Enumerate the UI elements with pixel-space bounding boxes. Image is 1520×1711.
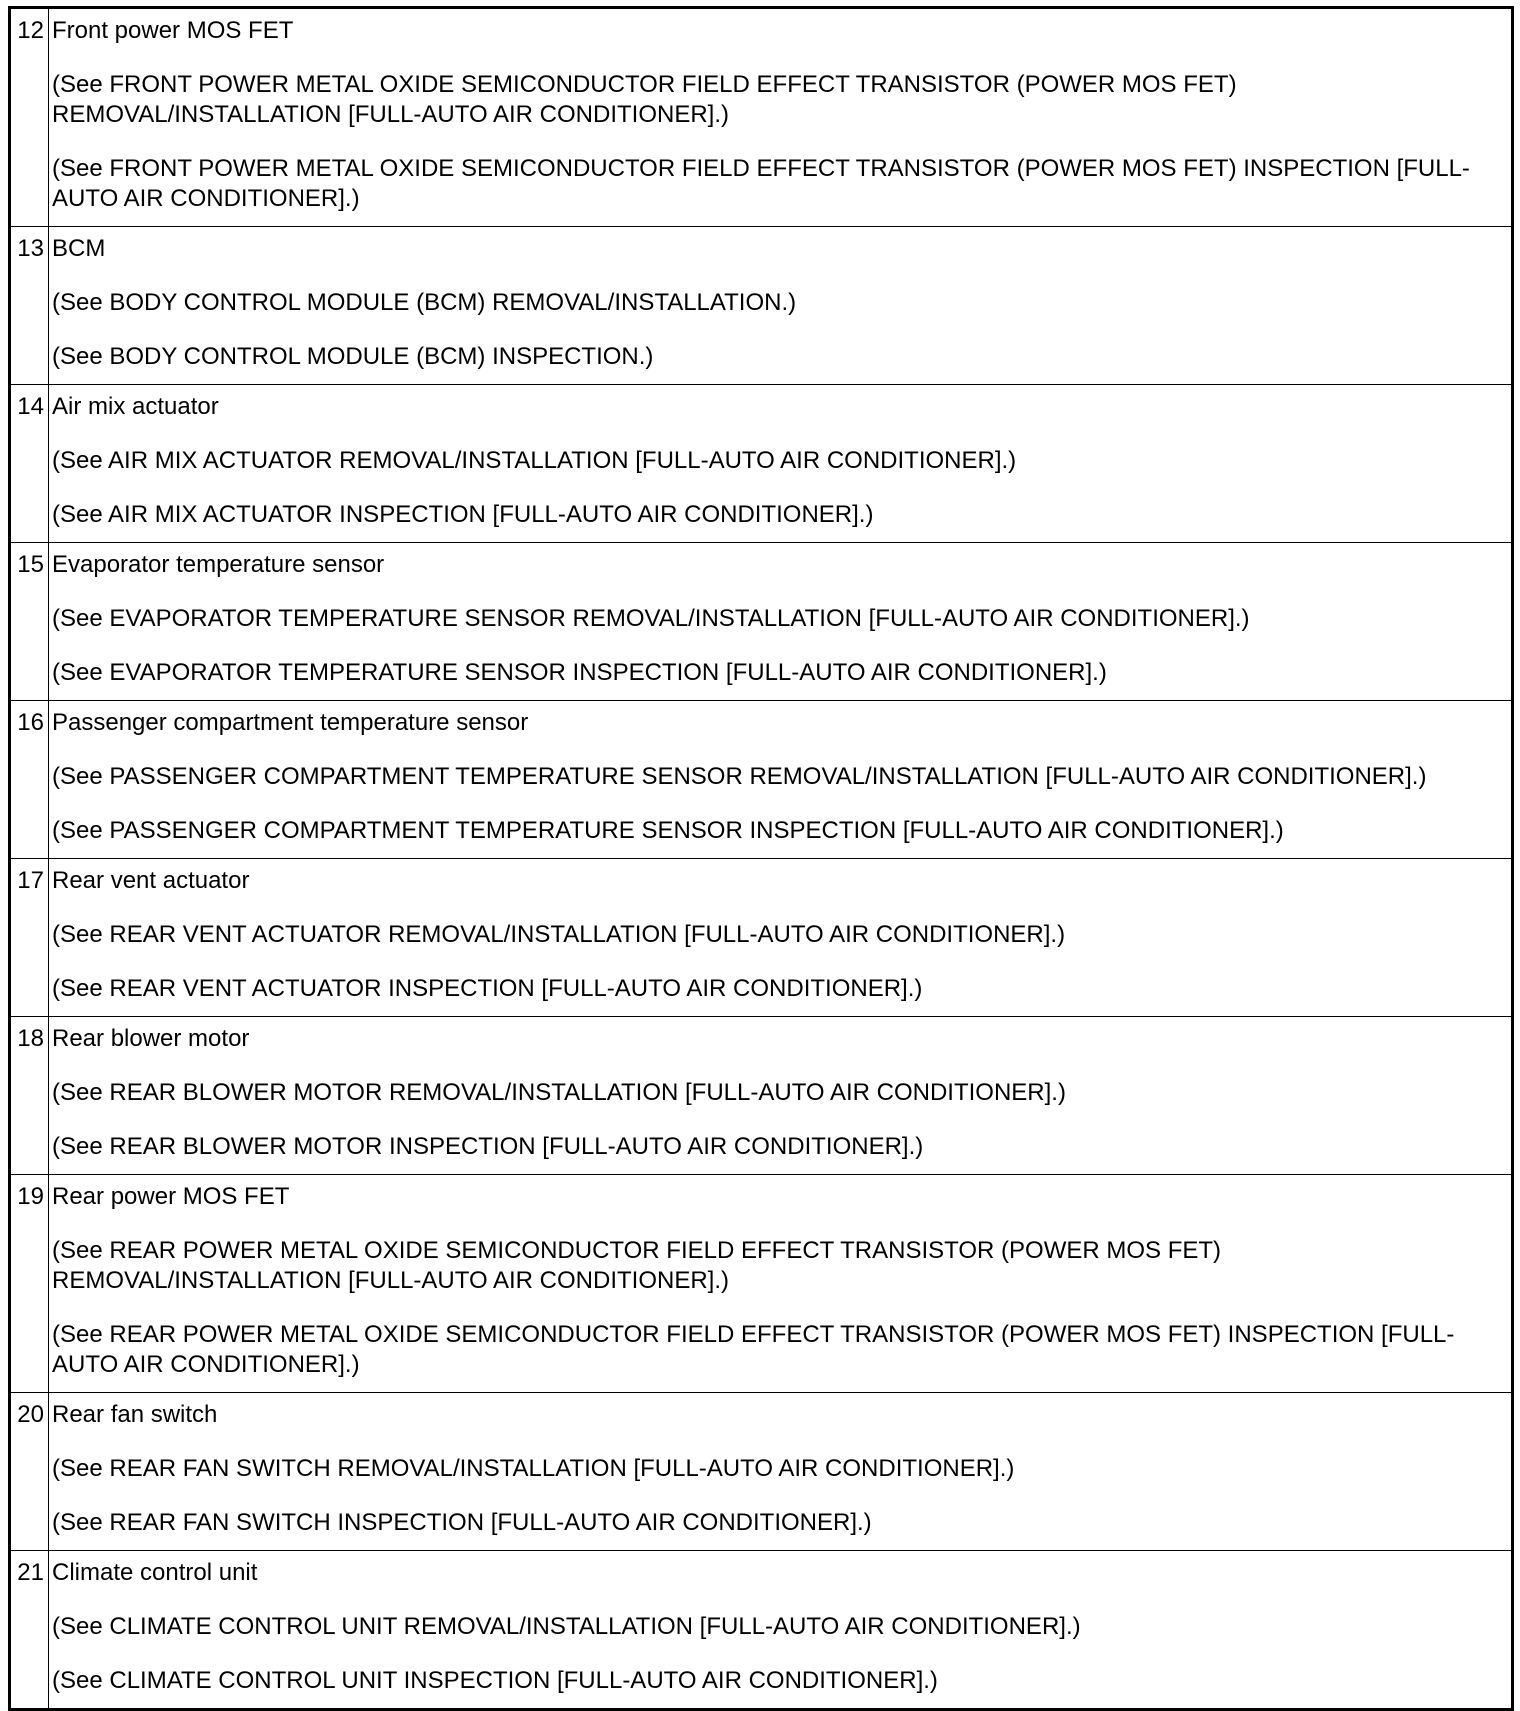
item-number-cell <box>10 1393 49 1551</box>
item-number: 21 <box>17 1559 44 1586</box>
inspection-reference: (See REAR VENT ACTUATOR INSPECTION [FULL-AUTO AIR CONDITIONER].) <box>52 975 923 1002</box>
item-number: 20 <box>17 1401 44 1428</box>
item-content-cell <box>49 1175 1513 1393</box>
inspection-reference: (See REAR POWER METAL OXIDE SEMICONDUCTOR FIELD EFFECT TRANSISTOR (POWER MOS FET) INSPECTION [FULL-AUTO AIR CONDITIONER].) <box>52 1321 1455 1378</box>
removal-installation-reference: (See CLIMATE CONTROL UNIT REMOVAL/INSTALLATION [FULL-AUTO AIR CONDITIONER].) <box>52 1613 1081 1640</box>
table-row <box>10 859 1513 1017</box>
item-number-cell <box>10 227 49 385</box>
component-table-body <box>10 8 1513 1710</box>
item-content-cell <box>49 385 1513 543</box>
component-name: BCM <box>52 235 106 262</box>
table-row <box>10 8 1513 227</box>
item-number-cell <box>10 1551 49 1710</box>
item-content-cell <box>49 1393 1513 1551</box>
removal-installation-reference: (See AIR MIX ACTUATOR REMOVAL/INSTALLATION [FULL-AUTO AIR CONDITIONER].) <box>52 447 1017 474</box>
component-name: Evaporator temperature sensor <box>52 551 385 578</box>
item-number: 16 <box>17 709 44 736</box>
item-number-cell <box>10 1175 49 1393</box>
inspection-reference: (See PASSENGER COMPARTMENT TEMPERATURE SENSOR INSPECTION [FULL-AUTO AIR CONDITIONER].) <box>52 817 1284 844</box>
removal-installation-reference: (See BODY CONTROL MODULE (BCM) REMOVAL/INSTALLATION.) <box>52 289 797 316</box>
inspection-reference: (See FRONT POWER METAL OXIDE SEMICONDUCTOR FIELD EFFECT TRANSISTOR (POWER MOS FET) INSPECTION [FULL-AUTO AIR CONDITIONER].) <box>52 155 1470 212</box>
item-content-cell <box>49 701 1513 859</box>
component-name: Front power MOS FET <box>52 17 294 44</box>
table-row <box>10 1393 1513 1551</box>
table-row <box>10 227 1513 385</box>
inspection-reference: (See AIR MIX ACTUATOR INSPECTION [FULL-AUTO AIR CONDITIONER].) <box>52 501 874 528</box>
component-name: Air mix actuator <box>52 393 219 420</box>
item-number-cell <box>10 1017 49 1175</box>
item-number: 13 <box>17 235 44 262</box>
removal-installation-reference: (See EVAPORATOR TEMPERATURE SENSOR REMOVAL/INSTALLATION [FULL-AUTO AIR CONDITIONER].) <box>52 605 1250 632</box>
component-table <box>8 6 1514 1711</box>
item-number: 17 <box>17 867 44 894</box>
table-row <box>10 385 1513 543</box>
inspection-reference: (See CLIMATE CONTROL UNIT INSPECTION [FULL-AUTO AIR CONDITIONER].) <box>52 1667 938 1694</box>
item-number: 12 <box>17 17 44 44</box>
item-number-cell <box>10 543 49 701</box>
removal-installation-reference: (See REAR FAN SWITCH REMOVAL/INSTALLATION [FULL-AUTO AIR CONDITIONER].) <box>52 1455 1015 1482</box>
item-content-cell <box>49 1551 1513 1710</box>
removal-installation-reference: (See FRONT POWER METAL OXIDE SEMICONDUCTOR FIELD EFFECT TRANSISTOR (POWER MOS FET) REMOVAL/INSTALLATION [FULL-AUTO AIR CONDITIONER].) <box>52 71 1237 128</box>
item-number: 19 <box>17 1183 44 1210</box>
item-content-cell <box>49 8 1513 227</box>
item-content-cell <box>49 859 1513 1017</box>
component-name: Passenger compartment temperature sensor <box>52 709 529 736</box>
item-number: 15 <box>17 551 44 578</box>
item-content-cell <box>49 1017 1513 1175</box>
inspection-reference: (See BODY CONTROL MODULE (BCM) INSPECTION.) <box>52 343 654 370</box>
table-row <box>10 701 1513 859</box>
component-name: Climate control unit <box>52 1559 258 1586</box>
component-name: Rear vent actuator <box>52 867 250 894</box>
item-number-cell <box>10 8 49 227</box>
item-content-cell <box>49 543 1513 701</box>
removal-installation-reference: (See REAR VENT ACTUATOR REMOVAL/INSTALLATION [FULL-AUTO AIR CONDITIONER].) <box>52 921 1066 948</box>
table-row <box>10 543 1513 701</box>
inspection-reference: (See REAR BLOWER MOTOR INSPECTION [FULL-AUTO AIR CONDITIONER].) <box>52 1133 924 1160</box>
component-name: Rear power MOS FET <box>52 1183 290 1210</box>
component-name: Rear fan switch <box>52 1401 218 1428</box>
removal-installation-reference: (See REAR BLOWER MOTOR REMOVAL/INSTALLATION [FULL-AUTO AIR CONDITIONER].) <box>52 1079 1066 1106</box>
item-number-cell <box>10 701 49 859</box>
table-row <box>10 1551 1513 1710</box>
item-number-cell <box>10 385 49 543</box>
removal-installation-reference: (See PASSENGER COMPARTMENT TEMPERATURE SENSOR REMOVAL/INSTALLATION [FULL-AUTO AIR CONDITIONER].) <box>52 763 1427 790</box>
removal-installation-reference: (See REAR POWER METAL OXIDE SEMICONDUCTOR FIELD EFFECT TRANSISTOR (POWER MOS FET) REMOVAL/INSTALLATION [FULL-AUTO AIR CONDITIONER].) <box>52 1237 1222 1294</box>
component-name: Rear blower motor <box>52 1025 250 1052</box>
inspection-reference: (See REAR FAN SWITCH INSPECTION [FULL-AUTO AIR CONDITIONER].) <box>52 1509 872 1536</box>
inspection-reference: (See EVAPORATOR TEMPERATURE SENSOR INSPECTION [FULL-AUTO AIR CONDITIONER].) <box>52 659 1107 686</box>
item-number-cell <box>10 859 49 1017</box>
item-number: 14 <box>17 393 44 420</box>
table-row <box>10 1175 1513 1393</box>
item-number: 18 <box>17 1025 44 1052</box>
item-content-cell <box>49 227 1513 385</box>
table-row <box>10 1017 1513 1175</box>
